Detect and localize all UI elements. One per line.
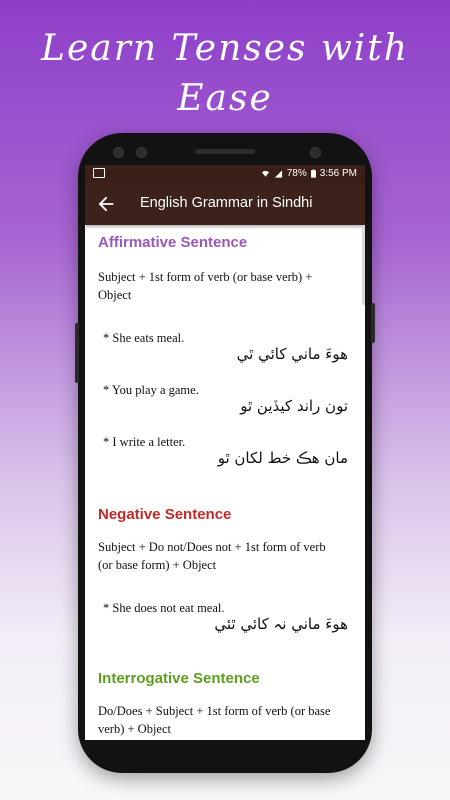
volume-button: [75, 323, 79, 383]
example-sindhi: تون راند کيڏين ٿو: [240, 397, 348, 415]
status-bar: [85, 165, 365, 183]
section-heading-negative: Negative Sentence: [98, 506, 232, 523]
section-heading-interrogative: Interrogative Sentence: [98, 670, 260, 687]
phone-frame: [78, 133, 372, 773]
formula-interrogative: Do/Does + Subject + 1st form of verb (or base verb) + Object: [98, 704, 331, 736]
back-arrow-icon[interactable]: [95, 193, 117, 215]
signal-icon: [274, 170, 283, 178]
app-screen: [85, 165, 365, 740]
battery-level: 78%: [286, 168, 307, 179]
front-camera-icon: [310, 147, 321, 158]
phone-bottom-bezel: [78, 740, 372, 773]
formula-negative: Subject + Do not/Does not + 1st form of verb (or base form) + Object: [98, 540, 326, 572]
app-title: English Grammar in Sindhi: [140, 195, 313, 211]
example-english: * I write a letter.: [103, 435, 186, 449]
power-button: [371, 303, 375, 343]
promo-line-1: Learn Tenses with: [41, 28, 409, 69]
example-sindhi: هوءَ ماني نہ کائي ٿئي: [214, 615, 348, 633]
gallery-notification-icon: [93, 168, 105, 178]
battery-icon: [311, 169, 316, 178]
formula-affirmative: Subject + 1st form of verb (or base verb) + Object: [98, 270, 313, 302]
promo-line-2: Ease: [177, 78, 273, 119]
clock: 3:56 PM: [319, 168, 357, 179]
phone-top-bezel: [78, 133, 372, 165]
earpiece-speaker: [195, 149, 255, 154]
sensor-icon: [113, 147, 124, 158]
example-sindhi: هوءَ ماني کائي ٿي: [236, 345, 348, 363]
scrollbar[interactable]: [362, 225, 365, 305]
section-heading-affirmative: Affirmative Sentence: [98, 234, 248, 251]
example-english: * She eats meal.: [103, 331, 185, 345]
app-bar: [85, 183, 365, 225]
example-english: * You play a game.: [103, 383, 199, 397]
example-sindhi: مان هڪ خط لکان ٿو: [217, 449, 348, 467]
sensor-icon: [136, 147, 147, 158]
wifi-icon: [261, 170, 270, 178]
example-english: * She does not eat meal.: [103, 601, 225, 615]
promo-headline: [0, 24, 450, 124]
